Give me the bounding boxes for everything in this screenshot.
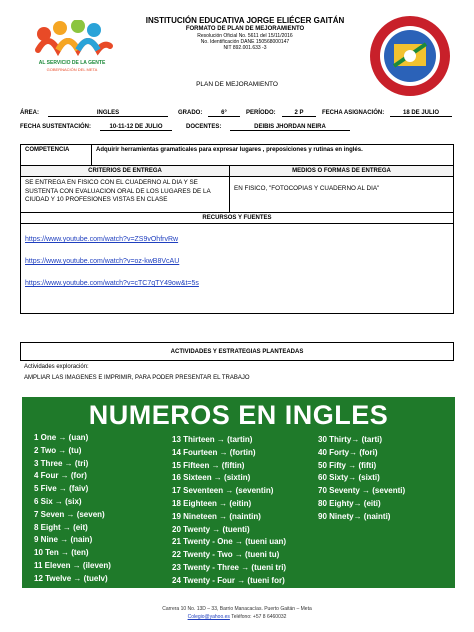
number-item: 6 Six → (six) [34, 497, 82, 506]
number-item: 30 Thirty→ (tarti) [318, 435, 383, 444]
logo-text-line1: AL SERVICIO DE LA GENTE [38, 60, 106, 66]
actividades-header: ACTIVIDADES Y ESTRATEGIAS PLANTEADAS [21, 343, 454, 361]
footer-address: Carrera 10 No. 13D – 33, Barrio Manacacías. Puerto Gaitán – Meta [162, 606, 312, 612]
number-item: 15 Fifteen → (fiftin) [172, 460, 245, 470]
actividades-table [20, 342, 454, 361]
plan-title: PLAN DE MEJORAMIENTO [196, 81, 278, 88]
gobernacion-logo [30, 20, 115, 76]
number-item: 70 Seventy → (seventi) [318, 486, 406, 496]
periodo-label: PERÍODO: [246, 110, 276, 116]
number-item: 14 Fourteen → (fortin) [172, 447, 256, 457]
recurso-link-3[interactable]: https://www.youtube.com/watch?v=cTC7qTY49ow&t=5s [25, 280, 199, 287]
recursos-header: RECURSOS Y FUENTES [21, 213, 454, 224]
number-item: 90 Ninety→ (nainti) [318, 511, 391, 521]
number-item: 1 One → (uan) [34, 433, 89, 442]
number-item: 8 Eight → (eit) [34, 522, 88, 532]
footer-contact [0, 614, 474, 620]
number-item: 80 Eighty→ (eiti) [318, 499, 381, 508]
number-item: 4 Four → (for) [34, 471, 87, 481]
footer-phone: Teléfono: +57 8 6460032 [231, 614, 287, 620]
fecha-sustentacion-value: 10-11-12 DE JULIO [100, 124, 172, 131]
actividades-line2: AMPLIAR LAS IMAGENES E IMPRIMIR, PARA PODER PRESENTAR EL TRABAJO [24, 375, 250, 381]
number-item: 3 Three → (tri) [34, 458, 89, 468]
area-value: INGLES [48, 110, 168, 117]
number-item: 16 Sixteen → (sixtin) [172, 473, 251, 483]
number-item: 60 Sixty→ (sixti) [318, 473, 380, 483]
grado-value: 6° [208, 110, 240, 117]
number-item: 18 Eighteen → (eitin) [172, 499, 252, 508]
number-item: 2 Two → (tu) [34, 445, 82, 455]
format-title: FORMATO DE PLAN DE MEJORAMIENTO [185, 26, 305, 32]
footer-email[interactable]: Colegio@yahoo.es [187, 614, 230, 620]
competencia-text: Adquirir herramientas gramaticales para expresar lugares , preposiciones y rutinas en inglés. [92, 145, 454, 166]
numbers-title: NUMEROS EN INGLES [88, 400, 389, 430]
criterios-header: CRITERIOS DE ENTREGA [21, 166, 230, 177]
medios-text: EN FISICO, "FOTOCOPIAS Y CUADERNO AL DIA" [230, 177, 454, 213]
nit-text: NIT 892.001.633 -3 [223, 45, 267, 52]
fecha-asignacion-value: 18 DE JULIO [390, 110, 452, 117]
institution-header [130, 16, 360, 52]
number-item: 20 Twenty → (tuenti) [172, 524, 250, 534]
medios-header: MEDIOS O FORMAS DE ENTREGA [230, 166, 454, 177]
dane-text: No. Identificación DANE 150568000147 [200, 39, 290, 46]
fecha-asignacion-label: FECHA ASIGNACIÓN: [322, 110, 385, 116]
number-item: 10 Ten → (ten) [34, 548, 89, 558]
institution-name: INSTITUCIÓN EDUCATIVA JORGE ELIÉCER GAITÁN [145, 16, 345, 25]
number-item: 23 Twenty - Three → (tueni tri) [172, 563, 287, 572]
plan-table [20, 144, 454, 314]
docentes-label: DOCENTES: [186, 124, 222, 130]
number-item: 9 Nine → (nain) [34, 535, 93, 545]
competencia-label: COMPETENCIA [21, 145, 92, 166]
recursos-links [21, 224, 454, 314]
number-item: 24 Twenty - Four → (tueni for) [172, 575, 285, 585]
number-item: 50 Fifty → (fifti) [318, 460, 377, 470]
number-item: 22 Twenty - Two → (tueni tu) [172, 550, 280, 560]
criterios-text: SE ENTREGA EN FISICO CON EL CUADERNO AL DIA Y SE SUSTENTA CON EVALUACION ORAL DE LOS LUGARES DE LA CIUDAD Y 10 PROFESIONES VISTAS EN CLASE [21, 177, 230, 213]
recurso-link-1[interactable]: https://www.youtube.com/watch?v=ZS9vOhfrvRw [25, 236, 179, 243]
numbers-image [22, 397, 455, 588]
number-item: 21 Twenty - One → (tueni uan) [172, 537, 287, 547]
number-item: 40 Forty→ (fori) [318, 447, 378, 457]
number-item: 7 Seven → (seven) [34, 509, 105, 519]
area-label: ÁREA: [20, 110, 39, 116]
number-item: 19 Nineteen → (naintin) [172, 511, 261, 521]
logo-text-line2: GOBERNACIÓN DEL META [46, 67, 98, 72]
number-item: 17 Seventeen → (seventin) [172, 486, 274, 496]
resolution-text: Resolución Oficial No. 5611 del 15/11/2016 [197, 33, 293, 39]
recurso-link-2[interactable]: https://www.youtube.com/watch?v=oz-kwB8VcAU [25, 258, 180, 265]
docentes-value: DEIBIS JHORDAN NEIRA [230, 124, 350, 131]
fecha-sustentacion-label: FECHA SUSTENTACIÓN: [20, 124, 91, 130]
number-item: 11 Eleven → (ileven) [34, 561, 111, 570]
periodo-value: 2 P [282, 110, 316, 117]
number-item: 13 Thirteen → (tartin) [172, 435, 253, 444]
actividades-line1: Actividades exploración: [24, 364, 89, 370]
number-item: 12 Twelve → (tuelv) [34, 573, 108, 583]
grado-label: GRADO: [178, 110, 203, 116]
number-item: 5 Five → (faiv) [34, 484, 89, 494]
